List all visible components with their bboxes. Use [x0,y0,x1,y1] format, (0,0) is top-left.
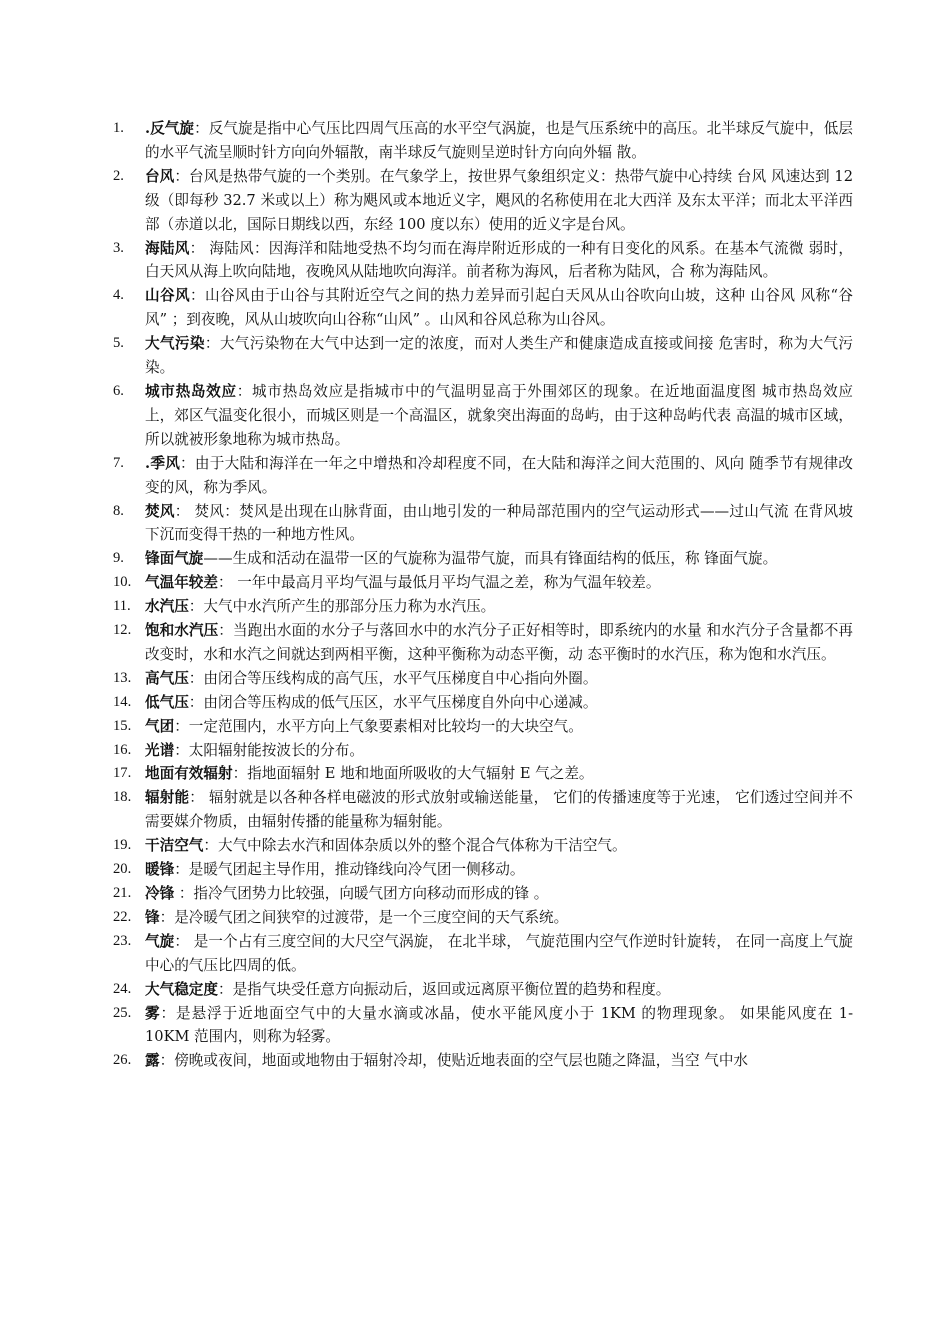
glossary-entry [113,1049,853,1073]
entry-term: 山谷风 [145,287,191,305]
glossary-entry [113,667,853,691]
glossary-entry [113,237,853,285]
entry-number: 10. [113,574,132,591]
entry-number: 12. [113,622,132,639]
entry-number: 25. [113,1004,132,1021]
entry-number: 11. [113,598,131,615]
entry-term: 锋面气旋 [145,550,204,568]
entry-term: 水汽压 [145,598,189,616]
entry-number: 8. [113,502,124,519]
glossary-entry [113,906,853,930]
entry-term: .季风 [145,454,181,472]
glossary-entry [113,1002,853,1050]
entry-term: 锋 [145,908,160,926]
entry-number: 5. [113,335,124,352]
entry-definition: ：大气中水汽所产生的那部分压力称为水汽压。 [188,598,496,616]
glossary-entry [113,500,853,548]
entry-term: 焚风 [145,502,175,520]
entry-definition: ：当跑出水面的水分子与落回水中的水汽分子正好相等时，即系统内的水量 和水汽分子含量都不再改变时，水和水汽之间就达到两相平衡，这种平衡称为动态平衡，动 态平衡时的水汽压，称为饱和水汽压。 [145,622,853,663]
entry-definition: ：由于大陆和海洋在一年之中增热和冷却程度不同，在大陆和海洋之间大范围的、风向 随季节有规律改变的风，称为季风。 [145,454,853,496]
entry-term: 暖锋 [145,861,175,879]
entry-number: 15. [113,717,132,734]
entry-term: 冷锋 [145,885,175,902]
glossary-entry [113,762,853,786]
glossary-entry [113,786,853,834]
entry-number: 22. [113,908,132,925]
glossary-entry [113,882,853,906]
glossary-entry [113,165,853,237]
entry-term: 饱和水汽压 [145,622,219,640]
glossary-entry [113,452,853,500]
glossary-entry [113,284,853,332]
entry-definition: ：由闭合等压构成的低气压区，水平气压梯度自外向中心递减。 [188,693,598,711]
entry-definition: ： 是一个占有三度空间的大尺空气涡旋， 在北半球， 气旋范围内空气作逆时针旋转， 在同一高度上气旋中心的气压比四周的低。 [145,932,853,974]
entry-number: 6. [113,382,124,399]
entry-definition: ：太阳辐射能按波长的分布。 [174,741,364,759]
entry-number: 1. [113,120,124,136]
entry-term: 大气稳定度 [145,980,218,998]
glossary-list [113,117,853,1073]
entry-definition: ：指地面辐射 E 地和地面所吸收的大气辐射 E 气之差。 [232,765,594,783]
entry-number: 13. [113,669,132,686]
entry-term: 辐射能 [145,789,190,807]
entry-term: 大气污染 [145,335,205,353]
glossary-entry [113,117,853,165]
glossary-entry [113,691,853,715]
glossary-entry [113,547,853,571]
glossary-entry [113,332,853,380]
entry-term: 气旋 [145,932,175,950]
entry-term: 海陆风 [145,239,190,257]
entry-definition: ：大气污染物在大气中达到一定的浓度，而对人类生产和健康造成直接或间接 危害时，称为大气污染。 [145,335,853,377]
entry-number: 26. [113,1052,132,1069]
entry-number: 23. [113,932,132,949]
entry-definition: ： 海陆风：因海洋和陆地受热不均匀而在海岸附近形成的一种有日变化的风系。在基本气流微 弱时，白天风从海上吹向陆地，夜晚风从陆地吹向海洋。前者称为海风，后者称为陆风，合 称为海陆风。 [145,239,853,281]
glossary-entry [113,619,853,667]
entry-definition: ：傍晚或夜间，地面或地物由于辐射冷却，使贴近地表面的空气层也随之降温，当空 气中水 [159,1052,749,1070]
entry-definition: ： 一年中最高月平均气温与最低月平均气温之差，称为气温年较差。 [217,574,661,592]
entry-definition: ：是悬浮于近地面空气中的大量水滴或冰晶，使水平能风度小于 1KM 的物理现象。 如果能风度在 1-10KM 范围内，则称为轻雾。 [145,1004,853,1046]
entry-term: 高气压 [145,669,189,687]
entry-definition: ：是冷暖气团之间狭窄的过渡带，是一个三度空间的天气系统。 [159,908,569,926]
entry-number: 2. [113,167,124,184]
entry-number: 4. [113,287,124,304]
entry-term: .反气旋 [145,120,195,137]
glossary-entry [113,715,853,739]
glossary-entry [113,930,853,978]
entry-term: 台风 [145,167,175,185]
glossary-entry [113,739,853,763]
entry-number: 24. [113,980,132,997]
entry-number: 17. [113,765,132,782]
entry-term: 光谱 [145,741,175,759]
entry-term: 低气压 [145,693,189,711]
entry-term: 露 [145,1052,160,1070]
entry-definition: ——生成和活动在温带一区的气旋称为温带气旋，而具有锋面结构的低压，称 锋面气旋。 [203,550,778,568]
glossary-entry [113,834,853,858]
entry-term: 城市热岛效应 [145,382,237,400]
entry-number: 21. [113,885,132,901]
glossary-entry [113,571,853,595]
entry-term: 气团 [145,717,175,735]
entry-definition: ：台风是热带气旋的一个类别。在气象学上，按世界气象组织定义：热带气旋中心持续 台风 风速达到 12 级（即每秒 32.7 米或以上）称为飓风或本地近义字，飓风的名称使用在北大西洋 及东太平洋；而北太平洋西部（赤道以北，国际日期线以西，东经 100 度以东）使用的近义字是台风。 [145,167,853,233]
entry-definition: ：大气中除去水汽和固体杂质以外的整个混合气体称为干洁空气。 [203,837,627,855]
entry-definition: ：山谷风由于山谷与其附近空气之间的热力差异而引起白天风从山谷吹向山坡，这种 山谷风 风称“谷风” ；到夜晚，风从山坡吹向山谷称“山风” 。山风和谷风总称为山谷风。 [145,287,853,329]
entry-definition: ： 辐射就是以各种各样电磁波的形式放射或输送能量， 它们的传播速度等于光速， 它们透过空间并不需要媒介物质，由辐射传播的能量称为辐射能。 [145,789,853,831]
glossary-entry [113,978,853,1002]
glossary-entry [113,380,853,452]
entry-term: 雾 [145,1004,161,1022]
glossary-entry [113,858,853,882]
entry-number: 20. [113,861,132,878]
entry-number: 14. [113,693,132,710]
entry-number: 18. [113,789,132,806]
entry-definition: ：是暖气团起主导作用，推动锋线向冷气团一侧移动。 [174,861,525,879]
entry-definition: ：是指气块受任意方向振动后，返回或远离原平衡位置的趋势和程度。 [217,980,671,998]
entry-term: 干洁空气 [145,837,204,855]
entry-definition: ：反气旋是指中心气压比四周气压高的水平空气涡旋，也是气压系统中的高压。北半球反气旋中，低层的水平气流呈顺时针方向向外辐散，南半球反气旋则呈逆时针方向向外辐 散。 [145,120,853,161]
entry-term: 地面有效辐射 [145,765,233,783]
entry-number: 16. [113,741,132,758]
entry-definition: ：由闭合等压线构成的高气压，水平气压梯度自中心指向外圈。 [188,669,598,687]
entry-number: 19. [113,837,132,854]
entry-number: 9. [113,550,124,567]
glossary-entry [113,595,853,619]
entry-number: 3. [113,239,124,256]
entry-definition: ：一定范围内，水平方向上气象要素相对比较均一的大块空气。 [174,717,583,735]
entry-definition: ：指冷气团势力比较强，向暖气团方向移动而形成的锋 。 [174,885,549,902]
entry-definition: ： 焚风：焚风是出现在山脉背面，由山地引发的一种局部范围内的空气运动形式——过山气流 在背风坡下沉而变得干热的一种地方性风。 [145,502,853,544]
entry-definition: ：城市热岛效应是指城市中的气温明显高于外围郊区的现象。在近地面温度图 城市热岛效应 上，郊区气温变化很小，而城区则是一个高温区，就象突出海面的岛屿，由于这种岛屿代表 高温的城市区域，所以就被形象地称为城市热岛。 [145,382,853,448]
entry-term: 气温年较差 [145,574,218,592]
entry-number: 7. [113,454,124,471]
